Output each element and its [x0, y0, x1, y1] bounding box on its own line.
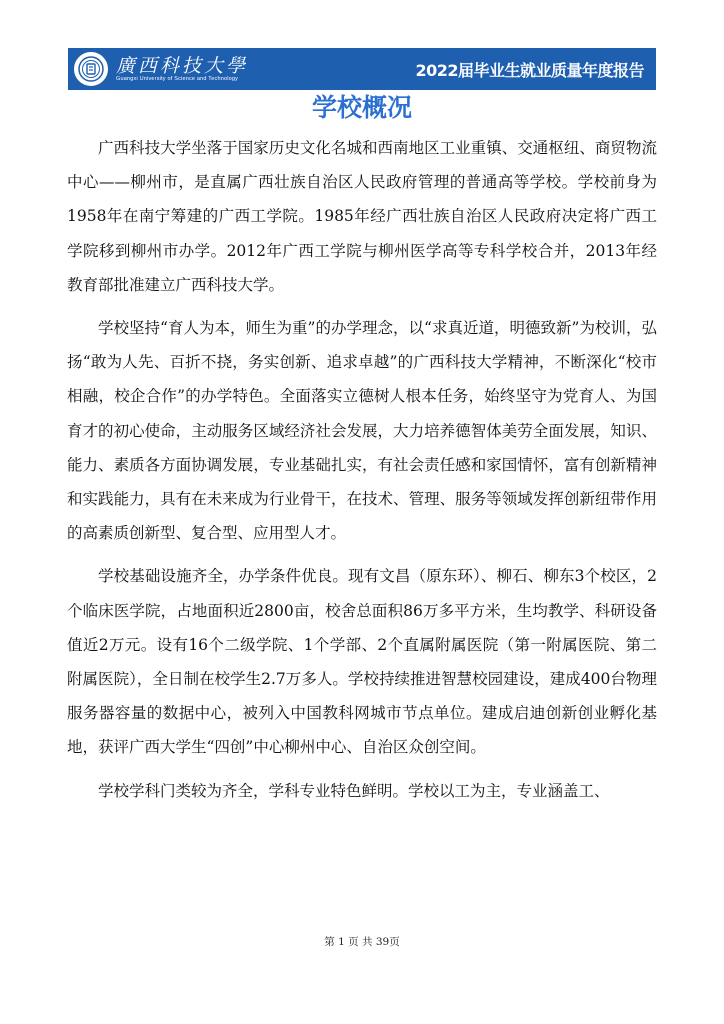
report-title: 2022届毕业生就业质量年度报告 [415, 61, 644, 80]
logo-chinese-name: 廣西科技大學 [116, 54, 249, 77]
report-header-bar [68, 48, 656, 90]
body-text [67, 131, 657, 817]
university-seal-icon [74, 52, 108, 86]
page-number: 第 1 页 共 39页 [324, 936, 400, 948]
university-logo [74, 53, 248, 85]
logo-english-name: Guangxi University of Science and Technology [116, 75, 239, 82]
paragraph: 学校坚持“育人为本，师生为重”的办学理念，以“求真近道，明德致新”为校训，弘扬“敢为人先、百折不挠，务实创新、追求卓越”的广西科技大学精神，不断深化“校市相融，校企合作”的办学特色。全面落实立德树人根本任务，始终坚守为党育人、为国育才的初心使命，主动服务区域经济社会发展，大力培养德智体美劳全面发展，知识、能力、素质各方面协调发展，专业基础扎实，有社会责任感和家国情怀，富有创新精神和实践能力，具有在未来成为行业骨干，在技术、管理、服务等领域发挥创新纽带作用的高素质创新型、复合型、应用型人才。 [67, 319, 657, 543]
paragraph: 学校基础设施齐全，办学条件优良。现有文昌（原东环）、柳石、柳东3个校区，2个临床医学院，占地面积近2800亩，校舍总面积86万多平方米，生均教学、科研设备值近2万元。设有16个二级学院、1个学部、2个直属附属医院（第一附属医院、第二附属医院），全日制在校学生2.7万多人。学校持续推进智慧校园建设，建成400台物理服务器容量的数据中心，被列入中国教科网城市节点单位。建成启迪创新创业孵化基地，获评广西大学生“四创”中心柳州中心、自治区众创空间。 [67, 567, 657, 757]
paragraph: 广西科技大学坐落于国家历史文化名城和西南地区工业重镇、交通枢纽、商贸物流中心——柳州市，是直属广西壮族自治区人民政府管理的普通高等学校。学校前身为1958年在南宁筹建的广西工学院。1985年经广西壮族自治区人民政府决定将广西工学院移到柳州市办学。2012年广西工学院与柳州医学高等专科学校合并，2013年经教育部批准建立广西科技大学。 [67, 139, 657, 294]
page-title: 学校概况 [311, 93, 412, 122]
paragraph: 学校学科门类较为齐全，学科专业特色鲜明。学校以工为主，专业涵盖工、 [98, 781, 610, 800]
